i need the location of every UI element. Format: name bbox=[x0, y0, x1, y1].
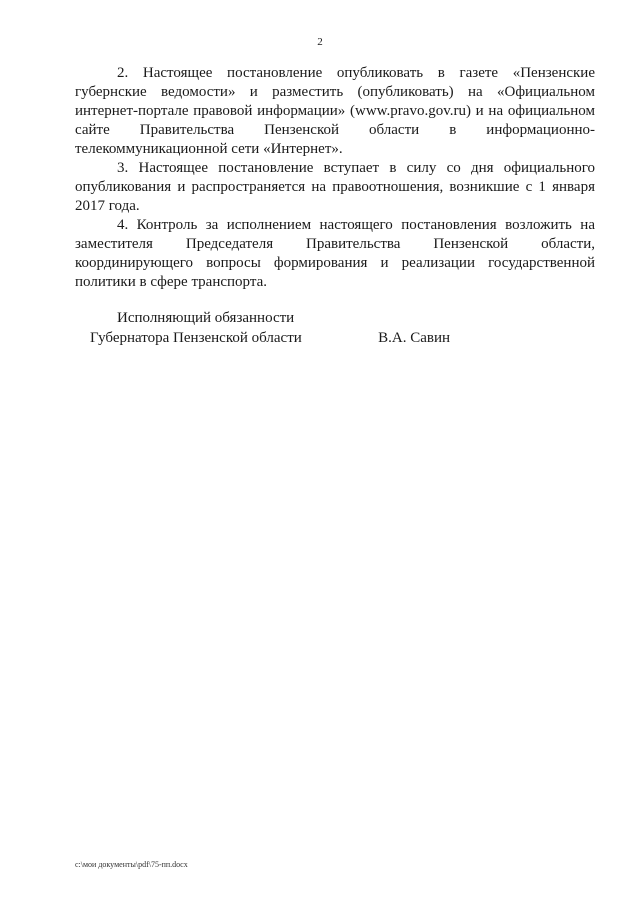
signatory-position-line1: Исполняющий обязанности bbox=[117, 310, 295, 326]
page-number: 2 bbox=[317, 36, 323, 48]
paragraph-2: 2. Настоящее постановление опубликовать в газете «Пензенские губернские ведомости» и разместить (опубликовать) на «Официальном интернет-портале правовой информации» (www.pravo.gov.ru) и на официальном сайте Правительства Пензенской области в информационно-телекоммуникационной сети «Интернет». bbox=[75, 65, 595, 157]
signatory-position-line2: Губернатора Пензенской области bbox=[90, 330, 302, 346]
file-path-footer: c:\мои документы\pdf\75-пп.docx bbox=[75, 860, 188, 869]
paragraph-4: 4. Контроль за исполнением настоящего постановления возложить на заместителя Председателя Правительства Пензенской области, координирующего вопросы формирования и реализации государственной политики в сфере транспорта. bbox=[75, 217, 595, 290]
signature-block bbox=[90, 308, 450, 348]
document-body bbox=[75, 64, 595, 292]
signatory-name: В.А. Савин bbox=[378, 330, 450, 346]
paragraph-3: 3. Настоящее постановление вступает в силу со дня официального опубликования и распространяется на правоотношения, возникшие с 1 января 2017 года. bbox=[75, 160, 595, 214]
signatory-row bbox=[90, 328, 450, 348]
